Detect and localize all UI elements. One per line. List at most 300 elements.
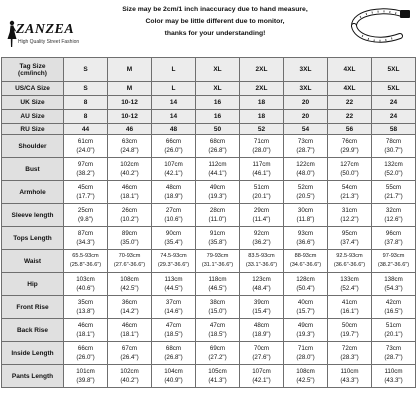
measurement-cell (108, 204, 152, 227)
measurement-inch: (18.5") (208, 331, 227, 338)
measurement-inch: (35.0") (120, 239, 139, 246)
table-row (2, 96, 416, 110)
measurement-cm: 36cm (121, 299, 138, 306)
measurement-cell (284, 296, 328, 319)
measuring-tape-icon (348, 4, 412, 48)
size-cell: 54 (284, 124, 328, 135)
table-row (2, 227, 416, 250)
measurement-cm: 55cm (385, 184, 402, 191)
size-cell: 10-12 (108, 110, 152, 124)
measurement-inch: (26.0") (76, 354, 95, 361)
measurement-cell (108, 158, 152, 181)
measurement-cm: 68cm (209, 138, 226, 145)
measurement-inch: (42.1") (164, 170, 183, 177)
size-cell: 14 (152, 110, 196, 124)
measurement-cm: 97cm (77, 161, 94, 168)
table-row (2, 342, 416, 365)
row-label: AU Size (2, 110, 64, 124)
measurement-cell (196, 319, 240, 342)
disclaimer-line: Size may be 2cm/1 inch inaccuracy due to hand measure, (122, 6, 308, 13)
measurement-inch: (37.8") (384, 239, 403, 246)
measurement-cell (152, 181, 196, 204)
measurement-inch: (27.6"-36.6") (113, 262, 146, 268)
measurement-cm: 70-93cm (118, 253, 141, 259)
measurement-cell (152, 250, 196, 273)
measurement-inch: (26.8") (164, 354, 183, 361)
measurement-inch: (38.2") (76, 170, 95, 177)
disclaimer-line: thanks for your understanding! (164, 30, 266, 37)
measurement-inch: (40.2") (120, 170, 139, 177)
measurement-cell (328, 365, 372, 388)
measurement-cm: 133cm (340, 276, 359, 283)
measurement-inch: (18.9") (252, 331, 271, 338)
measurement-inch: (18.9") (164, 193, 183, 200)
measurement-inch: (29.3"-36.6") (157, 262, 190, 268)
measurement-cell (284, 250, 328, 273)
row-label: UK Size (2, 96, 64, 110)
measurement-cm: 27cm (165, 207, 182, 214)
measurement-inch: (42.1") (252, 377, 271, 384)
measurement-cm: 65.5-93cm (72, 253, 99, 259)
measurement-cell (328, 181, 372, 204)
measurement-inch: (27.2") (208, 354, 227, 361)
size-cell: 18 (240, 96, 284, 110)
measurement-cell (328, 342, 372, 365)
measurement-cm: 46cm (121, 322, 138, 329)
measurement-cell (108, 135, 152, 158)
measurement-cm: 107cm (164, 161, 183, 168)
measurement-cm: 73cm (385, 345, 402, 352)
size-cell: 52 (240, 124, 284, 135)
measurement-cm: 102cm (120, 368, 139, 375)
row-label: Hip (2, 273, 64, 296)
row-label: Back Rise (2, 319, 64, 342)
measurement-cm: 113cm (164, 276, 183, 283)
brand-name: ZANZEA (16, 22, 75, 37)
measurement-cm: 112cm (208, 161, 227, 168)
row-label: Bust (2, 158, 64, 181)
size-cell: 20 (284, 96, 328, 110)
size-cell: XL (196, 82, 240, 96)
measurement-cm: 25cm (77, 207, 94, 214)
measurement-inch: (36.6") (296, 239, 315, 246)
measurement-cm: 79-93cm (206, 253, 229, 259)
measurement-cm: 30cm (297, 207, 314, 214)
measurement-inch: (42.5") (120, 285, 139, 292)
measurement-cell (372, 181, 416, 204)
measurement-cell (64, 227, 108, 250)
measurement-cm: 83.5-93cm (248, 253, 275, 259)
measurement-cm: 54cm (341, 184, 358, 191)
measurement-cell (328, 319, 372, 342)
measurement-cell (284, 204, 328, 227)
measurement-inch: (18.1") (120, 331, 139, 338)
row-label: Pants Length (2, 365, 64, 388)
measurement-cm: 72cm (341, 345, 358, 352)
size-cell: S (64, 58, 108, 82)
measurement-cm: 45cm (77, 184, 94, 191)
measurement-cell (240, 204, 284, 227)
measurement-cell (372, 273, 416, 296)
row-label: Tops Length (2, 227, 64, 250)
measurement-cell (240, 181, 284, 204)
measurement-cm: 102cm (120, 161, 139, 168)
measurement-cm: 68cm (165, 345, 182, 352)
measurement-cell (240, 135, 284, 158)
measurement-inch: (36.6"-36.6") (333, 262, 366, 268)
measurement-inch: (48.4") (252, 285, 271, 292)
measurement-cm: 46cm (77, 322, 94, 329)
measurement-cell (152, 227, 196, 250)
disclaimer-line: Color may be little different due to monitor, (145, 18, 285, 25)
size-cell: 2XL (240, 82, 284, 96)
size-cell: L (152, 82, 196, 96)
measurement-cell (108, 319, 152, 342)
measurement-inch: (30.7") (384, 147, 403, 154)
measurement-inch: (40.9") (164, 377, 183, 384)
measurement-cell (284, 227, 328, 250)
measurement-inch: (21.3") (340, 193, 359, 200)
measurement-cell (284, 273, 328, 296)
measurement-inch: (36.2") (252, 239, 271, 246)
size-cell: 3XL (284, 82, 328, 96)
brand-logo (2, 20, 90, 50)
measurement-inch: (50.0") (340, 170, 359, 177)
measurement-cell (152, 365, 196, 388)
measurement-cm: 46cm (121, 184, 138, 191)
measurement-cm: 122cm (296, 161, 315, 168)
measurement-inch: (50.4") (296, 285, 315, 292)
measurement-cm: 70cm (253, 345, 270, 352)
measurement-inch: (28.7") (296, 147, 315, 154)
measurement-cell (108, 227, 152, 250)
measurement-cell (108, 342, 152, 365)
size-cell: XL (196, 58, 240, 82)
measurement-inch: (18.1") (120, 193, 139, 200)
measurement-cell (196, 158, 240, 181)
measurement-cm: 97-93cm (382, 253, 405, 259)
row-label (2, 58, 64, 82)
measurement-inch: (24.8") (120, 147, 139, 154)
measurement-inch: (15.7") (296, 308, 315, 315)
row-label: RU Size (2, 124, 64, 135)
measurement-cm: 48cm (165, 184, 182, 191)
measurement-inch: (54.3") (384, 285, 403, 292)
row-label: Sleeve length (2, 204, 64, 227)
measurement-inch: (46.5") (208, 285, 227, 292)
measurement-cm: 67cm (121, 345, 138, 352)
measurement-inch: (33.1"-36.6") (245, 262, 278, 268)
measurement-cm: 66cm (165, 138, 182, 145)
size-cell: 50 (196, 124, 240, 135)
measurement-cm: 31cm (341, 207, 358, 214)
size-cell: L (152, 58, 196, 82)
measurement-cm: 95cm (341, 230, 358, 237)
measurement-cell (240, 342, 284, 365)
measurement-cell (64, 181, 108, 204)
measurement-cm: 127cm (340, 161, 359, 168)
measurement-cell (108, 273, 152, 296)
measurement-cell (372, 135, 416, 158)
measurement-inch: (19.3") (208, 193, 227, 200)
measurement-cell (64, 342, 108, 365)
size-cell: 24 (372, 110, 416, 124)
measurement-cm: 128cm (296, 276, 315, 283)
measurement-cell (152, 273, 196, 296)
table-row (2, 273, 416, 296)
measurement-cell (64, 319, 108, 342)
measurement-cell (64, 273, 108, 296)
measurement-inch: (10.2") (120, 216, 139, 223)
measurement-cm: 88-93cm (294, 253, 317, 259)
row-label-line: (cm/inch) (18, 69, 47, 77)
table-row (2, 296, 416, 319)
measurement-inch: (14.2") (120, 308, 139, 315)
measurement-inch: (16.5") (384, 308, 403, 315)
measurement-cm: 92cm (253, 230, 270, 237)
measurement-inch: (38.2"-36.6") (377, 262, 410, 268)
measurement-cell (284, 158, 328, 181)
measurement-cell (64, 250, 108, 273)
measurement-inch: (24.0") (76, 147, 95, 154)
measurement-inch: (46.1") (252, 170, 271, 177)
measurement-cell (240, 158, 284, 181)
table-row (2, 82, 416, 96)
measurement-inch: (13.8") (76, 308, 95, 315)
measurement-cell (196, 135, 240, 158)
measurement-inch: (39.8") (76, 377, 95, 384)
measurement-inch: (18.1") (76, 331, 95, 338)
brand-tagline: High Quality Street Fashion (18, 39, 80, 45)
measurement-cell (372, 319, 416, 342)
measurement-cell (152, 158, 196, 181)
measurement-inch: (20.1") (252, 193, 271, 200)
measurement-cell (196, 273, 240, 296)
size-cell: 14 (152, 96, 196, 110)
size-cell: M (108, 58, 152, 82)
measurement-inch: (28.3") (340, 354, 359, 361)
measurement-cell (240, 273, 284, 296)
row-label: Inside Length (2, 342, 64, 365)
measurement-cm: 52cm (297, 184, 314, 191)
measurement-cell (64, 158, 108, 181)
measurement-inch: (14.6") (164, 308, 183, 315)
measurement-cell (152, 296, 196, 319)
measurement-cm: 118cm (208, 276, 227, 283)
size-cell: 16 (196, 96, 240, 110)
size-cell: 22 (328, 96, 372, 110)
measurement-cm: 61cm (77, 138, 94, 145)
measurement-cell (284, 342, 328, 365)
measurement-cell (196, 227, 240, 250)
measurement-inch: (42.5") (296, 377, 315, 384)
measurement-cell (372, 158, 416, 181)
measurement-inch: (28.0") (296, 354, 315, 361)
measurement-cm: 69cm (209, 345, 226, 352)
measurement-inch: (26.0") (164, 147, 183, 154)
measurement-cm: 93cm (297, 230, 314, 237)
measurement-cm: 89cm (121, 230, 138, 237)
measurement-inch: (26.4") (120, 354, 139, 361)
size-disclaimer (100, 4, 330, 40)
measurement-cm: 47cm (165, 322, 182, 329)
size-cell: S (64, 82, 108, 96)
measurement-cell (108, 296, 152, 319)
measurement-inch: (41.3") (208, 377, 227, 384)
measurement-cell (284, 365, 328, 388)
measurement-inch: (9.8") (78, 216, 93, 223)
size-cell: 8 (64, 110, 108, 124)
measurement-inch: (35.8") (208, 239, 227, 246)
size-cell: 3XL (284, 58, 328, 82)
measurement-cell (196, 365, 240, 388)
measurement-cell (328, 135, 372, 158)
measurement-inch: (11.8") (296, 216, 315, 223)
measurement-cell (240, 227, 284, 250)
size-chart-table (1, 57, 416, 388)
size-cell: 20 (284, 110, 328, 124)
row-label: Waist (2, 250, 64, 273)
measurement-cm: 35cm (77, 299, 94, 306)
measurement-inch: (28.7") (384, 354, 403, 361)
measurement-cm: 26cm (121, 207, 138, 214)
row-label-line: Tag Size (19, 62, 46, 70)
measurement-inch: (48.0") (296, 170, 315, 177)
table-row (2, 319, 416, 342)
size-cell: M (108, 82, 152, 96)
measurement-cm: 92.5-93cm (336, 253, 363, 259)
measurement-cm: 40cm (297, 299, 314, 306)
measurement-cm: 51cm (253, 184, 270, 191)
table-row (2, 204, 416, 227)
measurement-inch: (12.6") (384, 216, 403, 223)
measurement-inch: (15.0") (208, 308, 227, 315)
measurement-inch: (17.7") (76, 193, 95, 200)
measurement-cell (372, 342, 416, 365)
measurement-cell (152, 319, 196, 342)
table-row (2, 135, 416, 158)
measurement-inch: (18.5") (164, 331, 183, 338)
measurement-cm: 32cm (385, 207, 402, 214)
measurement-inch: (37.4") (340, 239, 359, 246)
table-row (2, 181, 416, 204)
row-label: Front Rise (2, 296, 64, 319)
measurement-cm: 66cm (77, 345, 94, 352)
measurement-cm: 73cm (297, 138, 314, 145)
size-cell: 16 (196, 110, 240, 124)
measurement-cm: 117cm (252, 161, 271, 168)
measurement-cell (372, 296, 416, 319)
size-cell: 4XL (328, 82, 372, 96)
size-cell: 44 (64, 124, 108, 135)
measurement-cell (196, 204, 240, 227)
measurement-cell (152, 204, 196, 227)
row-label: Shoulder (2, 135, 64, 158)
measurement-inch: (20.5") (296, 193, 315, 200)
measurement-cell (284, 319, 328, 342)
measurement-cm: 49cm (209, 184, 226, 191)
measurement-inch: (12.2") (340, 216, 359, 223)
measurement-inch: (29.9") (340, 147, 359, 154)
measurement-inch: (40.6") (76, 285, 95, 292)
measurement-cm: 38cm (209, 299, 226, 306)
measurement-inch: (21.7") (384, 193, 403, 200)
measurement-cm: 42cm (385, 299, 402, 306)
measurement-cell (152, 342, 196, 365)
measurement-cell (240, 296, 284, 319)
measurement-cell (240, 250, 284, 273)
measurement-cm: 138cm (384, 276, 403, 283)
measurement-inch: (27.6") (252, 354, 271, 361)
measurement-cm: 103cm (76, 276, 95, 283)
measurement-cm: 110cm (340, 368, 359, 375)
measurement-cm: 76cm (341, 138, 358, 145)
measurement-inch: (16.1") (340, 308, 359, 315)
measurement-cell (328, 227, 372, 250)
measurement-inch: (44.1") (208, 170, 227, 177)
measurement-cm: 51cm (385, 322, 402, 329)
measurement-cm: 104cm (164, 368, 183, 375)
measurement-inch: (52.4") (340, 285, 359, 292)
measurement-inch: (28.0") (252, 147, 271, 154)
measurement-inch: (40.2") (120, 377, 139, 384)
measurement-cm: 28cm (209, 207, 226, 214)
measurement-inch: (43.3") (384, 377, 403, 384)
size-cell: 46 (108, 124, 152, 135)
measurement-cm: 108cm (120, 276, 139, 283)
size-cell: 4XL (328, 58, 372, 82)
measurement-cell (328, 250, 372, 273)
measurement-cm: 96cm (385, 230, 402, 237)
measurement-inch: (15.4") (252, 308, 271, 315)
table-row (2, 58, 416, 82)
measurement-cm: 50cm (341, 322, 358, 329)
measurement-cm: 90cm (165, 230, 182, 237)
measurement-cm: 87cm (77, 230, 94, 237)
measurement-cm: 29cm (253, 207, 270, 214)
measurement-cm: 71cm (297, 345, 314, 352)
measurement-cell (372, 250, 416, 273)
measurement-inch: (26.8") (208, 147, 227, 154)
measurement-cm: 105cm (208, 368, 227, 375)
measurement-cm: 48cm (253, 322, 270, 329)
measurement-inch: (19.3") (296, 331, 315, 338)
measurement-cell (64, 296, 108, 319)
measurement-inch: (35.4") (164, 239, 183, 246)
measurement-cm: 101cm (76, 368, 95, 375)
size-cell: 8 (64, 96, 108, 110)
measurement-cell (240, 365, 284, 388)
measurement-cell (372, 227, 416, 250)
measurement-cell (196, 250, 240, 273)
measurement-inch: (52.0") (384, 170, 403, 177)
measurement-cm: 39cm (253, 299, 270, 306)
measurement-cell (328, 158, 372, 181)
measurement-cell (284, 135, 328, 158)
measurement-cell (372, 365, 416, 388)
measurement-cm: 132cm (384, 161, 403, 168)
size-cell: 2XL (240, 58, 284, 82)
table-row (2, 365, 416, 388)
table-row (2, 110, 416, 124)
measurement-cell (240, 319, 284, 342)
measurement-cell (372, 204, 416, 227)
measurement-cm: 108cm (296, 368, 315, 375)
measurement-inch: (25.8"-36.6") (69, 262, 102, 268)
measurement-inch: (10.6") (164, 216, 183, 223)
measurement-cell (328, 273, 372, 296)
measurement-cell (196, 342, 240, 365)
